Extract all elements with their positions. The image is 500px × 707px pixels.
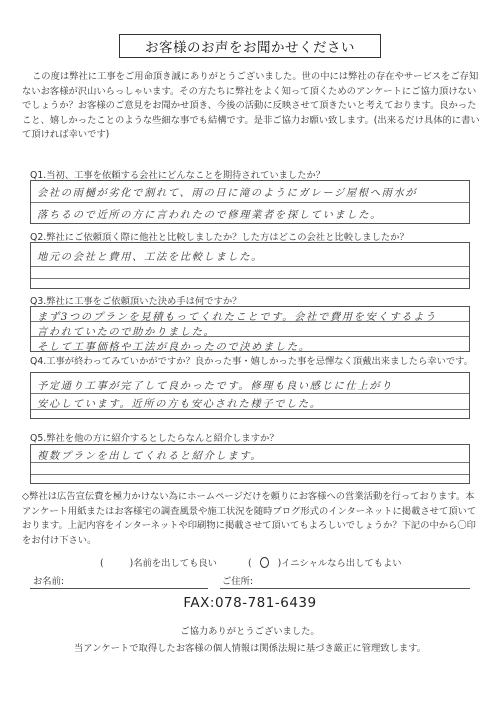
question-5-label: Q5.弊社を他の方に紹介するとしたらなんと紹介しますか？	[30, 433, 279, 444]
question-5-answer-box[interactable]	[30, 444, 470, 484]
choice-name-ok-label: 名前を出しても良い	[133, 558, 217, 569]
thanks-text: ご協力ありがとうございました。	[180, 626, 320, 637]
answer-line: まず3つのプランを見積もってくれたことです。会社で費用を安くするよう	[37, 311, 437, 323]
answer-line: 複数プランを出してくれると紹介します。	[37, 450, 263, 462]
address-field[interactable]	[220, 588, 470, 589]
intro-paragraph: この度は弊社に工事をご用命頂き誠にありがとうございました。世の中には弊社の存在やサービスをご存知ないお客様が沢山いらっしゃいます。その方たちに弊社をよく知って頂くためのアンケートにご協力頂けないでしょうか？お客様のご意見をお聞かせ頂き、今後の活動に反映させて頂きたいと考えております。良かったこと、嬉しかったことのような些細な事でも結構です。是非ご協力お願い致します。(出来るだけ具体的に書いて頂ければ幸いです)	[22, 71, 480, 141]
name-field-label: お名前:	[33, 576, 65, 587]
fax-number: FAX:078-781-6439	[183, 595, 317, 611]
question-4-answer-box[interactable]	[30, 372, 470, 419]
page-title	[119, 34, 381, 58]
question-3-label: Q3.弊社に工事をご依頼頂いた決め手は何ですか？	[30, 296, 242, 307]
question-2-answer-box[interactable]	[30, 242, 470, 289]
address-field-label: ご住所:	[222, 576, 254, 587]
page-title-text: お客様のお声をお聞かせください	[145, 40, 355, 56]
answer-line: 言われていたので助かりました。	[37, 326, 216, 338]
choice-initial-ok-label: イニシャルなら出してもよい	[281, 558, 402, 569]
question-4-label: Q4.工事が終わってみていかがですか？良かった事・嬉しかった事を忌憚なく頂戴出来ましたら幸いです。	[30, 356, 474, 367]
answer-line: 会社の雨樋が劣化で割れて、雨の日に滝のようにガレージ屋根へ雨水が	[37, 187, 418, 199]
publication-notice: ◇弊社は広告宣伝費を極力かけない為にホームページだけを頼りにお客様への営業活動を行っております。本アンケート用紙またはお客様宅の調査風景や施工状況を随時ブログ形式のインターネットに掲載させて頂いております。上記内容をインターネットや印刷物に掲載させて頂いてもよろしいでしょうか？下記の中から〇印をお付け下さい。	[22, 491, 477, 546]
answer-line: 落ちるので近所の方に言われたので修理業者を探していました。	[37, 209, 383, 221]
question-2-label: Q2.弊社にご依頼頂く際に他社と比較しましたか？した方はどこの会社と比較しましたか？	[30, 232, 409, 243]
circle-mark-icon	[260, 557, 269, 568]
question-1-label: Q1.当初、工事を依頼する会社にどんなことを期待されていましたか？	[30, 170, 326, 181]
question-1-answer-box[interactable]	[30, 180, 470, 224]
answer-line: 予定通り工事が完了して良かったです。修理も良い感じに仕上がり	[37, 380, 394, 392]
choice-initial-ok[interactable]: ( )イニシャルなら出してもよい	[248, 558, 402, 569]
name-field[interactable]	[30, 588, 208, 589]
answer-line: 安心しています。近所の方も安心された様子でした。	[37, 398, 322, 410]
question-3-answer-box[interactable]	[30, 306, 470, 352]
choice-initial-ok-checkbox[interactable]	[252, 558, 278, 569]
answer-line: そして工事価格や工法が良かったので決めました。	[37, 341, 311, 353]
answer-line: 地元の会社と費用、工法を比較しました。	[37, 251, 264, 263]
privacy-text: 当アンケートで取得したお客様の個人情報は関係法規に基づき厳正に管理致します。	[74, 643, 426, 654]
choice-name-ok[interactable]: ( )名前を出しても良い	[100, 558, 217, 569]
